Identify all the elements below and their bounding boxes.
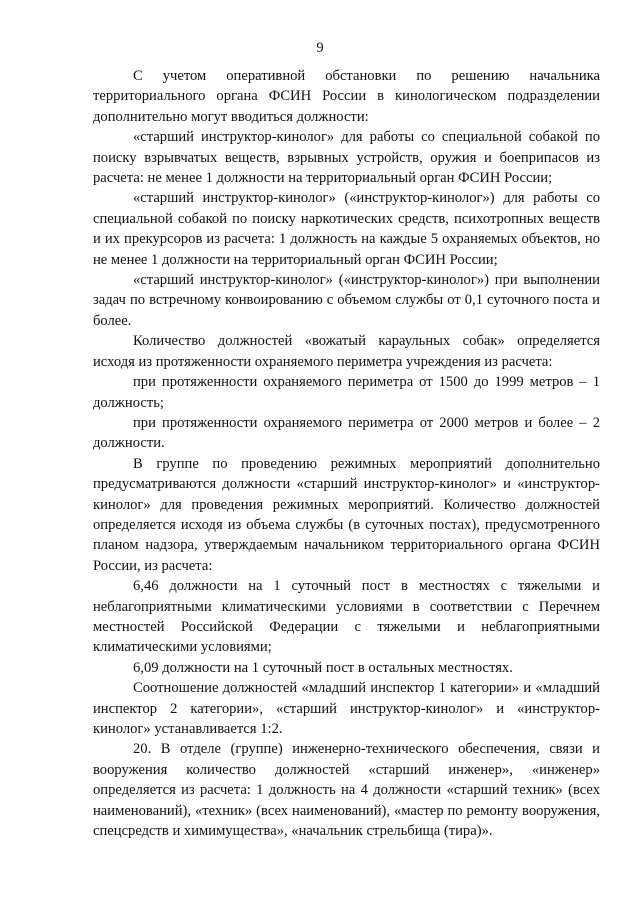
page-number: 9: [316, 40, 324, 56]
paragraph: при протяженности охраняемого периметра от 2000 метров и более – 2 должности.: [93, 414, 600, 452]
paragraph: В группе по проведению режимных мероприятий дополнительно предусматриваются должности «старший инструктор-кинолог» и «инструктор-кинолог» для проведения режимных мероприятий. Количество должностей определяется исходя из объема службы (в суточных постах), предусмотренного планом надзора, утверждаемым начальником территориального органа ФСИН России, из расчета:: [93, 455, 600, 574]
document-body: [93, 66, 600, 841]
paragraph: С учетом оперативной обстановки по решению начальника территориального органа ФСИН России в кинологическом подразделении дополнительно могут вводиться должности:: [93, 68, 600, 125]
paragraph: при протяженности охраняемого периметра от 1500 до 1999 метров – 1 должность;: [93, 374, 600, 411]
paragraph: «старший инструктор-кинолог» для работы со специальной собакой по поиску взрывчатых веществ, взрывных устройств, оружия и боеприпасов из расчета: не менее 1 должности на территориальный орган ФСИН России;: [93, 129, 600, 187]
paragraph: 20. В отделе (группе) инженерно-технического обеспечения, связи и вооружения количество должностей «старший инженер», «инженер» определяется из расчета: 1 должность на 4 должности «старший техник» (всех наименований), «техник» (всех наименований), «мастер по ремонту вооружения, спецсредств и химимущества», «начальник стрельбища (тира)».: [93, 741, 600, 840]
paragraph: Соотношение должностей «младший инспектор 1 категории» и «младший инспектор 2 категории», «старший инструктор-кинолог» и «инструктор-кинолог» устанавливается 1:2.: [93, 680, 600, 737]
paragraph: «старший инструктор-кинолог» («инструктор-кинолог») при выполнении задач по встречному конвоированию с объемом службы от 0,1 суточного поста и более.: [93, 272, 600, 329]
paragraph: 6,46 должности на 1 суточный пост в местностях с тяжелыми и неблагоприятными климатическими условиями в соответствии с Перечнем местностей Российской Федерации с тяжелыми и неблагоприятными климатическими условиями;: [93, 578, 600, 656]
paragraph: «старший инструктор-кинолог» («инструктор-кинолог») для работы со специальной собакой по поиску наркотических средств, психотропных веществ и их прекурсоров из расчета: 1 должность на каждые 5 охраняемых объектов, но не менее 1 должности на территориальный орган ФСИН России;: [93, 190, 600, 268]
paragraph: 6,09 должности на 1 суточный пост в остальных местностях.: [133, 659, 513, 676]
paragraph: Количество должностей «вожатый караульных собак» определяется исходя из протяженности охраняемого периметра учреждения из расчета:: [93, 333, 600, 370]
